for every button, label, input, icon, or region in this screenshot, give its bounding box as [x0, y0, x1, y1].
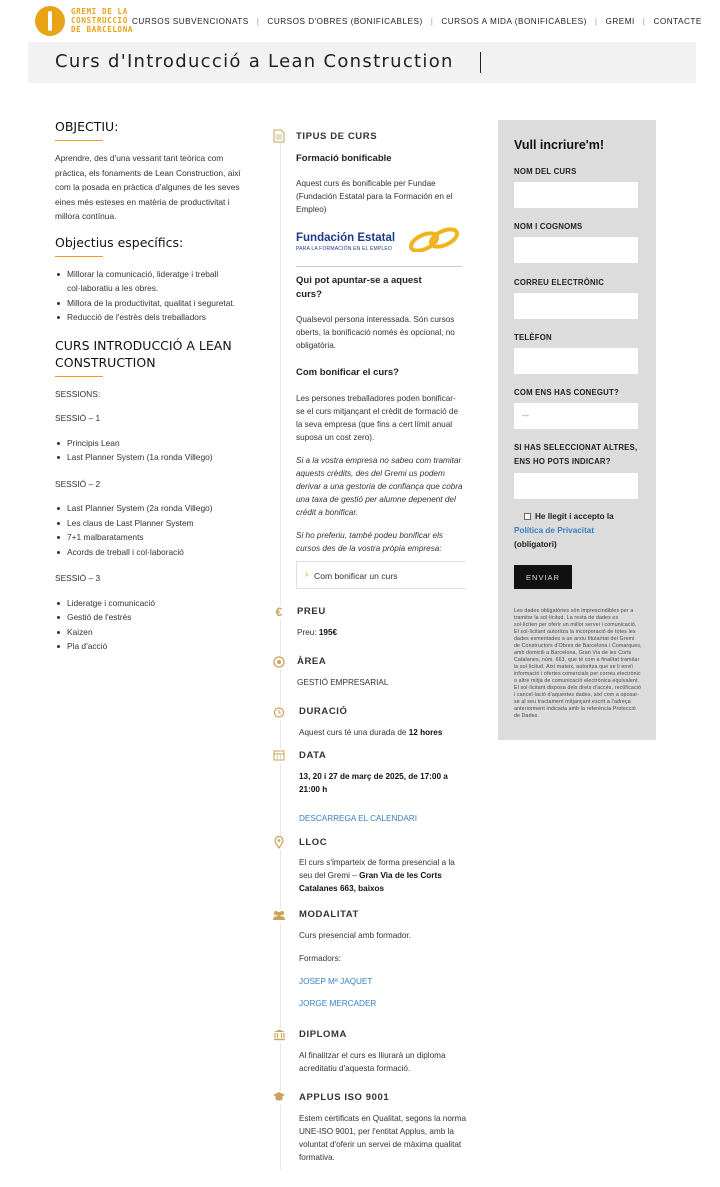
list-item: Last Planner System (1a ronda Villego) [55, 450, 255, 465]
privacy-row [514, 510, 644, 552]
especifics-list [55, 267, 255, 325]
data-heading: DATA [299, 750, 327, 761]
euro-icon: € [272, 605, 286, 619]
privacy-policy-link[interactable]: Política de Privacitat [514, 526, 595, 535]
logo-line-1: GREMI DE LA [71, 7, 128, 16]
com-bonificar-label: Com bonificar un curs [314, 571, 398, 581]
qui-heading: Qui pot apuntar-se a aquest curs? [296, 275, 422, 300]
com-text: Les persones treballadores poden bonificar-se el curs mitjançant el crèdit de formació de la seva empresa (que fins a cert límit anual suposa un cost zero). [296, 394, 459, 442]
fundae-tagline: PARA LA FORMACIÓN EN EL EMPLEO [296, 246, 393, 252]
lloc-text: El curs s'imparteix de forma presencial a la seu del Gremi – [299, 858, 455, 880]
title-underline [55, 376, 103, 377]
obligatori-text: (obligatori) [514, 540, 557, 549]
document-icon [272, 129, 286, 143]
nom-cognoms-input[interactable] [514, 237, 638, 263]
nav-cursos-obres[interactable]: CURSOS D'OBRES (BONIFICABLES) [267, 16, 423, 26]
fundae-name: Fundación Estatal [296, 232, 396, 244]
list-item: Acords de treball i col·laboració [55, 545, 255, 560]
logo-line-3: DE BARCELONA [71, 25, 134, 34]
objectiu-text: Aprendre, des d'una vessant tant teòrica com pràctica, els fonaments de Lean Construction, així com la posada en pràctica d'algunes de les seves eines més esteses en matèria de productivitat i millora contínua. [55, 153, 241, 221]
title-underline [55, 140, 103, 141]
preu-label: Preu: [297, 628, 317, 637]
nom-curs-input[interactable] [514, 182, 638, 208]
list-item: Kaizen [55, 625, 255, 640]
accept-text: He llegit i accepto la [535, 512, 614, 521]
nav-separator: | [256, 16, 260, 26]
form-title: Vull incriure'm! [514, 138, 605, 152]
logo-line-2: CONSTRUCCIÓ [71, 16, 128, 25]
privacy-checkbox[interactable] [524, 513, 531, 520]
nav-cursos-subvencionats[interactable]: CURSOS SUBVENCIONATS [132, 16, 249, 26]
nav-separator: | [642, 16, 646, 26]
telefon-label: TELÈFON [514, 333, 552, 342]
com-bonificar-link[interactable] [296, 561, 466, 589]
lloc-value: Gran Via de les Corts Catalanes 663, baixos [299, 871, 442, 893]
sessio-1-label: SESSIÓ – 1 [55, 413, 101, 423]
correu-label: CORREU ELECTRÒNIC [514, 278, 605, 287]
conegut-select[interactable] [514, 403, 638, 429]
conegut-label: COM ENS HAS CONEGUT? [514, 388, 619, 397]
timeline-line [280, 140, 281, 1170]
logo-emblem-icon [35, 6, 65, 36]
objectiu-title: OBJECTIU: [55, 119, 119, 134]
area-text: GESTIÓ EMPRESARIAL [297, 678, 389, 687]
users-icon [272, 909, 286, 923]
altres-input[interactable] [514, 473, 638, 499]
modalitat-heading: MODALITAT [299, 909, 359, 920]
descarrega-calendari-link[interactable]: DESCARREGA EL CALENDARI [299, 814, 417, 823]
list-item: Les claus de Last Planner System [55, 516, 255, 531]
page-title: Curs d'Introducció a Lean Construction [55, 51, 454, 72]
list-item: Pla d'acció [55, 639, 255, 654]
legal-note: Les dades obligatòries són imprescindibles per a tramitar la sol·licitud. La resta de dades es sol·liciten per oferir un millor servei i comunicació. El sol·licitant autoritza la incorporació de totes les dades esmentades a un arxiu titularitat del Gremi de Constructors d'Obres de Barcelona i Comarques, amb domicili a Barcelona, Gran Via de les Corts Catalanes, núm. 663, que té com a finalitat tramitar la sol·licitud. Així mateix, autoritza que se li enviï informació i ofertes comercials per correu electrònic o altre mitjà de comunicació electrònica equivalent. El sol·licitant disposa dels drets d'accés, rectificació i cancel·lació d'aquestes dades, així com a oposar-se al seu tractament mitjançant escrit a l'adreça anteriorment indicada amb la referència Protecció de Dades. [514, 608, 642, 719]
especifics-title: Objectius específics: [55, 234, 184, 250]
formador-link-2[interactable]: JORGE MERCADER [299, 999, 377, 1008]
diploma-heading: DIPLOMA [299, 1029, 348, 1040]
gremi-logo[interactable] [35, 5, 145, 37]
divider [296, 266, 462, 267]
alarm-clock-icon [272, 706, 286, 720]
main-nav [132, 15, 702, 27]
sessions-label: SESSIONS: [55, 388, 101, 399]
iso-text: Estem certificats en Qualitat, segons la norma UNE-ISO 9001, per l'entitat Applus, amb la voluntat d'oferir un servei de màxima qualitat formativa. [299, 1114, 467, 1162]
telefon-input[interactable] [514, 348, 638, 374]
list-item: Millorar la comunicació, lideratge i treball col·laboratiu a les obres. [55, 267, 255, 296]
list-item: Lideratge i comunicació [55, 596, 255, 611]
nav-separator: | [594, 16, 598, 26]
nav-contacte[interactable]: CONTACTE [653, 16, 702, 26]
sessio-1-list [55, 436, 255, 465]
list-item: Principis Lean [55, 436, 255, 451]
com-italic-1: Si a la vostra empresa no sabeu com tramitar aquests crèdits, des del Gremi us podem derivar a una gestoria de confiança que cobra una taxa de gestió per alumne depenent del crèdit a bonificar. [296, 456, 463, 517]
calendar-icon [272, 749, 286, 763]
registration-form [498, 120, 656, 740]
sessio-3-list [55, 596, 255, 654]
qui-text: Qualsevol persona interessada. Són cursos oberts, la bonificació només és opcional, no obligatòria. [296, 315, 455, 350]
tipus-text: Aquest curs és bonificable per Fundae (Fundación Estatal para la Formación en el Empleo) [296, 179, 453, 214]
fundae-emblem-icon [404, 226, 464, 252]
chrome-icon [272, 656, 286, 670]
area-heading: ÀREA [297, 656, 327, 667]
altres-label: SI HAS SELECCIONAT ALTRES, ENS HO POTS INDICAR? [514, 443, 638, 466]
title-underline [55, 256, 103, 257]
institution-icon [272, 1029, 286, 1043]
formadors-label: Formadors: [299, 954, 341, 963]
nav-separator: | [430, 16, 434, 26]
submit-button[interactable]: ENVIAR [514, 565, 572, 589]
formador-link-1[interactable]: JOSEP Mª JAQUET [299, 977, 373, 986]
fundae-logo [296, 224, 464, 254]
sessio-2-label: SESSIÓ – 2 [55, 478, 101, 489]
durada-heading: DURACIÓ [299, 706, 348, 717]
curs-title: CURS INTRODUCCIÓ A LEAN CONSTRUCTION [55, 337, 232, 370]
sessio-3-label: SESSIÓ – 3 [55, 573, 101, 583]
nom-cognoms-label: NOM I COGNOMS [514, 222, 583, 231]
com-italic-2: Si ho preferiu, també podeu bonificar els cursos des de la vostra pròpia empresa: [296, 531, 444, 553]
preu-value: 195€ [318, 628, 338, 637]
list-item: Gestió de l'estrès [55, 610, 255, 625]
course-description [55, 118, 255, 666]
preu-heading: PREU [297, 606, 326, 617]
graduation-cap-icon [272, 1091, 286, 1105]
lloc-heading: LLOC [299, 837, 328, 848]
diploma-text: Al finalitzar el curs es lliurarà un diploma acreditatiu d'aquesta formació. [299, 1051, 446, 1073]
site-header [0, 0, 720, 42]
sessio-2-list [55, 501, 255, 559]
list-item: Millora de la productivitat, qualitat i seguretat. [55, 296, 255, 311]
chevron-right-icon: › [305, 569, 309, 580]
modalitat-text: Curs presencial amb formador. [299, 931, 411, 940]
nom-curs-label: NOM DEL CURS [514, 167, 577, 176]
nav-cursos-mida[interactable]: CURSOS A MIDA (BONIFICABLES) [441, 16, 587, 26]
title-band [28, 42, 696, 83]
text-cursor [480, 52, 481, 73]
iso-heading: APPLUS ISO 9001 [299, 1092, 390, 1103]
durada-text: Aquest curs té una durada de [299, 728, 407, 737]
nav-gremi[interactable]: GREMI [605, 16, 635, 26]
tipus-subheading: Formació bonificable [296, 153, 392, 164]
list-item: 7+1 malbarataments [55, 530, 255, 545]
durada-value: 12 hores [408, 728, 443, 737]
com-heading: Com bonificar el curs? [296, 367, 399, 378]
correu-input[interactable] [514, 293, 638, 319]
map-pin-icon [272, 836, 286, 850]
tipus-heading: TIPUS DE CURS [296, 131, 378, 142]
list-item: Reducció de l'estrès dels treballadors [55, 310, 255, 325]
data-value: 13, 20 i 27 de març de 2025, de 17:00 a 21:00 h [299, 772, 448, 794]
list-item: Last Planner System (2a ronda Villego) [55, 501, 255, 516]
